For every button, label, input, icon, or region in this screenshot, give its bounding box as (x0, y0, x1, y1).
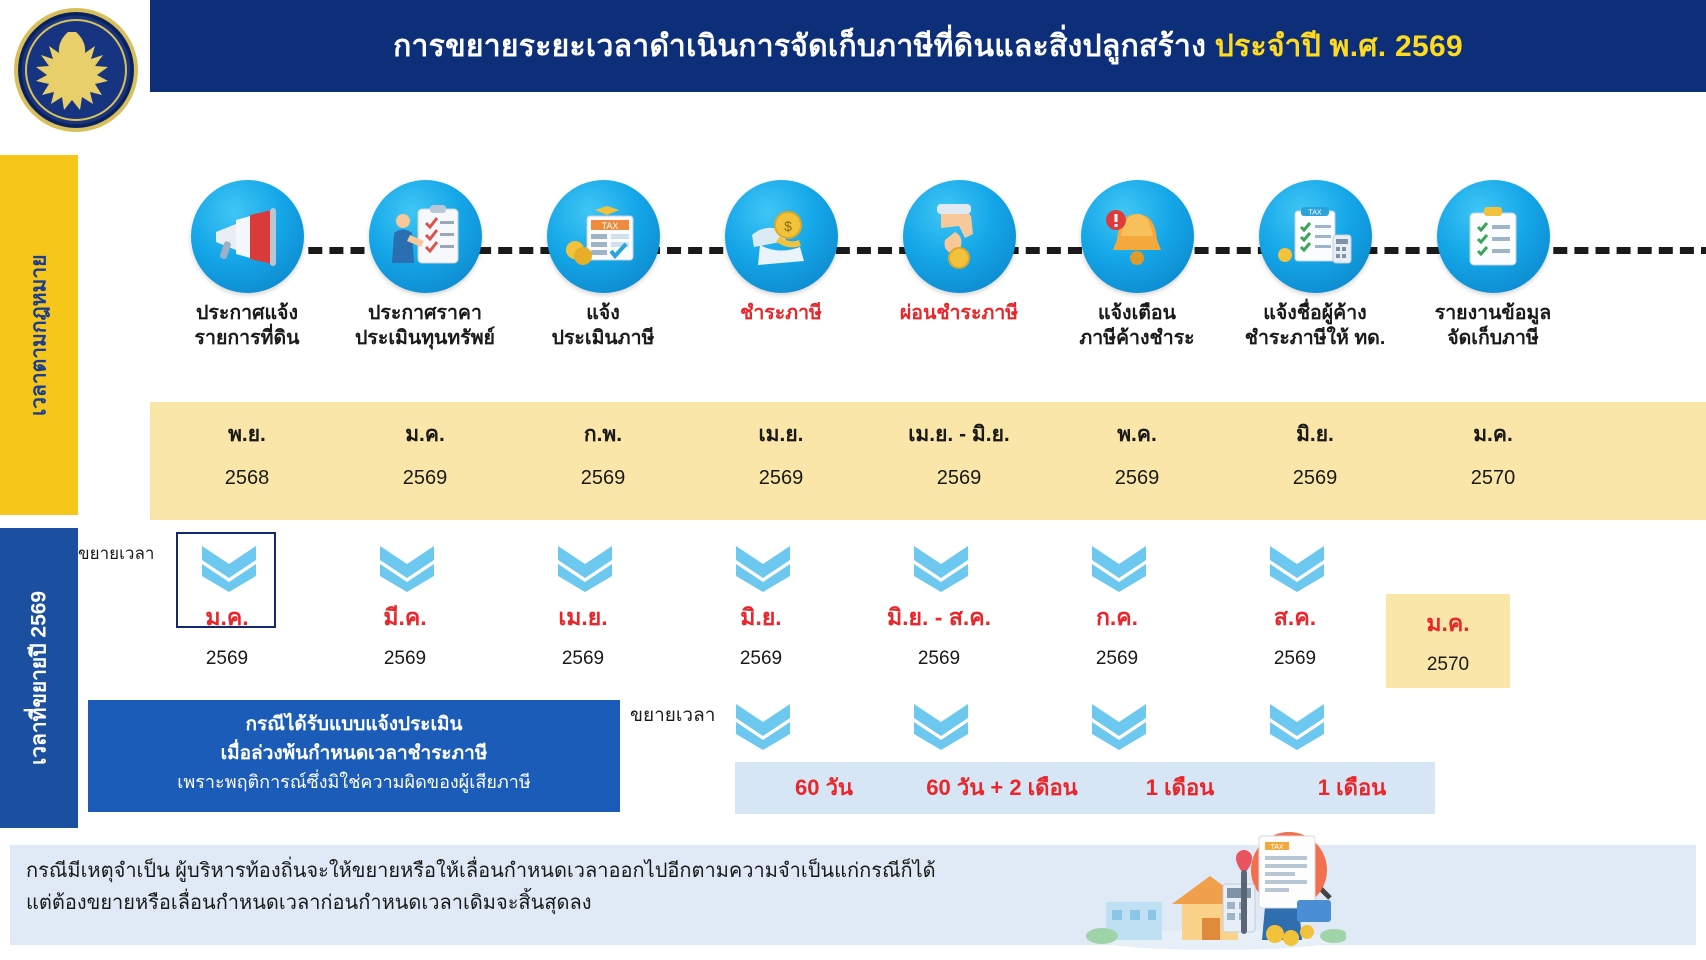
tax-form-calculator-illustration (1211, 830, 1351, 950)
assessment-note-box: กรณีได้รับแบบแจ้งประเมิน เมื่อล่วงพ้นกำหนดเวลาชำระภาษี เพราะพฤติการณ์ซึ่งมิใช่ความผิดของผู้เสียภาษี (88, 700, 620, 812)
svg-text:TAX: TAX (1270, 844, 1284, 851)
legal-date-band (150, 402, 1706, 520)
stage-1[interactable] (328, 160, 522, 351)
pay-money-icon (725, 180, 838, 293)
tax-checklist-icon (1259, 180, 1372, 293)
chevron-down-icon-period-0 (732, 700, 794, 752)
stage-4[interactable] (862, 160, 1056, 326)
side-label-legal-time: เวลาตามกฎหมาย (0, 155, 78, 515)
chevron-down-icon-4 (910, 542, 972, 594)
chevron-down-icon-1 (376, 542, 438, 594)
extension-period-6: 1 เดือน (1317, 775, 1387, 800)
stage-4-label: ผ่อนชำระภาษี (899, 302, 1019, 324)
stage-0[interactable] (150, 160, 344, 351)
garuda-seal (14, 8, 138, 132)
chevron-down-icon-6 (1266, 542, 1328, 594)
extended-date-6: ส.ค. 2569 (1273, 604, 1317, 669)
chevron-down-icon-5 (1088, 542, 1150, 594)
chevron-down-icon-2 (554, 542, 616, 594)
page-header (150, 0, 1706, 92)
legal-date-0: พ.ย. 2568 (224, 423, 270, 489)
svg-text:TAX: TAX (601, 220, 619, 231)
stage-1-label: ประกาศราคา ประเมินทุนทรัพย์ (355, 302, 495, 349)
stage-7-label: รายงานข้อมูล จัดเก็บภาษี (1434, 302, 1552, 349)
extension-period-5: 1 เดือน (1145, 775, 1215, 800)
stage-3-label: ชำระภาษี (740, 302, 822, 324)
chevron-down-icon-period-1 (910, 700, 972, 752)
svg-text:TAX: TAX (1308, 209, 1322, 216)
chevron-down-icon-period-3 (1266, 700, 1328, 752)
legal-date-6: มิ.ย. 2569 (1292, 423, 1338, 489)
footer-note (10, 845, 1696, 945)
chevron-down-icon-0 (198, 542, 260, 594)
chevron-down-icon-3 (732, 542, 794, 594)
page-title-highlight: ประจำปี พ.ศ. 2569 (1214, 29, 1463, 63)
extension-period-4: 60 วัน + 2 เดือน (926, 775, 1078, 800)
footer-note-line-1: กรณีมีเหตุจำเป็น ผู้บริหารท้องถิ่นจะให้ขยายหรือให้เลื่อนกำหนดเวลาออกไปอีกตามความจำเป็นแก่กรณีก็ได้ (26, 860, 936, 882)
stage-2[interactable] (506, 160, 700, 351)
page-title (393, 23, 1463, 70)
page-title-main: การขยายระยะเวลาดำเนินการจัดเก็บภาษีที่ดินและสิ่งปลูกสร้าง (393, 29, 1207, 63)
extended-date-1: มี.ค. 2569 (383, 604, 427, 669)
timeline-stage-row (150, 160, 1706, 400)
legal-date-7: ม.ค. 2570 (1470, 423, 1516, 489)
coin-hand-icon (903, 180, 1016, 293)
extend-tag-2: ขยายเวลา (630, 705, 716, 726)
extended-date-5: ก.ค. 2569 (1095, 604, 1139, 669)
stage-6-label: แจ้งชื่อผู้ค้าง ชำระภาษีให้ ทด. (1244, 302, 1386, 349)
extended-date-7-box: ม.ค. 2570 (1386, 594, 1510, 688)
footer-note-line-2: แต่ต้องขยายหรือเลื่อนกำหนดเวลาก่อนกำหนดเวลาเดิมจะสิ้นสุดลง (26, 892, 592, 914)
stage-2-label: แจ้ง ประเมินภาษี (551, 302, 655, 349)
extension-period-3: 60 วัน (795, 775, 853, 800)
tax-document-icon (547, 180, 660, 293)
legal-date-5: พ.ค. 2569 (1114, 423, 1160, 489)
extend-tag-1: ขยายเวลา (78, 544, 155, 563)
stage-0-label: ประกาศแจ้ง รายการที่ดิน (194, 302, 300, 349)
stage-5[interactable] (1040, 160, 1234, 351)
clipboard-person-icon (369, 180, 482, 293)
report-clipboard-icon (1437, 180, 1550, 293)
megaphone-icon (191, 180, 304, 293)
side-label-extended-time: เวลาที่ขยายปี 2569 (0, 528, 78, 828)
legal-date-1: ม.ค. 2569 (402, 423, 448, 489)
legal-date-2: ก.พ. 2569 (580, 423, 626, 489)
stage-7[interactable] (1396, 160, 1590, 351)
svg-text:$: $ (784, 217, 792, 234)
stage-6[interactable] (1218, 160, 1412, 351)
stage-3[interactable] (684, 160, 878, 326)
extended-date-2: เม.ย. 2569 (558, 604, 608, 669)
extended-date-0: ม.ค. 2569 (205, 604, 249, 669)
extended-date-row (78, 528, 1706, 678)
legal-date-4: เม.ย. - มิ.ย. 2569 (908, 423, 1010, 489)
alarm-bell-icon (1081, 180, 1194, 293)
legal-date-3: เม.ย. 2569 (758, 423, 804, 489)
stage-5-label: แจ้งเตือน ภาษีค้างชำระ (1079, 302, 1195, 349)
extended-date-4: มิ.ย. - ส.ค. 2569 (886, 604, 992, 669)
extended-date-3: มิ.ย. 2569 (739, 604, 783, 669)
chevron-down-icon-period-2 (1088, 700, 1150, 752)
